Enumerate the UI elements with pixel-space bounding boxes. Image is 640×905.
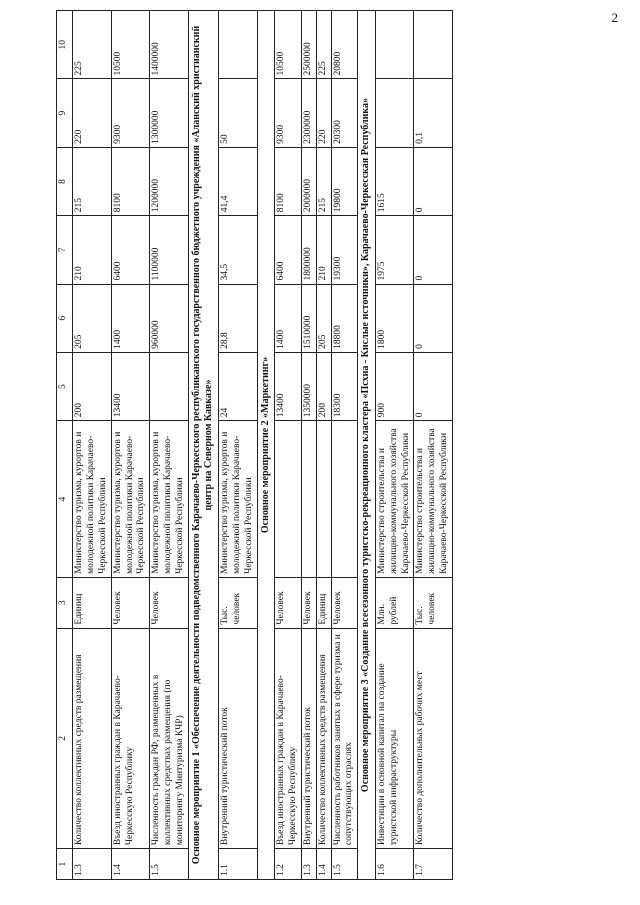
cell-unit: Человек <box>150 577 189 628</box>
section-row <box>188 11 218 880</box>
section-row <box>257 11 275 880</box>
cell-exec <box>316 421 331 578</box>
cell-exec <box>275 421 302 578</box>
cell-v6: 1400 <box>111 284 150 352</box>
table-row <box>218 11 257 880</box>
cell-v10: 10500 <box>111 11 150 79</box>
cell-v6: 205 <box>316 284 331 352</box>
cell-unit: Тыс. человек <box>414 577 453 628</box>
cell-name: Количество дополнительных рабочих мест <box>414 628 453 849</box>
cell-v7: 0 <box>414 216 453 284</box>
cell-v8: 1200000 <box>150 147 189 215</box>
header-row <box>57 11 73 880</box>
cell-v9: 9300 <box>275 79 302 147</box>
cell-v10: 20800 <box>331 11 358 79</box>
cell-v5: 200 <box>316 352 331 420</box>
cell-v8: 1615 <box>375 147 414 215</box>
table-row <box>375 11 414 880</box>
cell-name: Внутренний туристический поток <box>218 628 257 849</box>
table-row <box>331 11 358 880</box>
cell-no: 1.3 <box>73 849 112 880</box>
table-row <box>150 11 189 880</box>
cell-v6: 0 <box>414 284 453 352</box>
table-row <box>316 11 331 880</box>
cell-v6: 1400 <box>275 284 302 352</box>
cell-exec <box>301 421 316 578</box>
cell-v6: 960000 <box>150 284 189 352</box>
cell-exec: Министерство туризма, курортов и молодежной политики Карачаево-Черкесской Республики <box>111 421 150 578</box>
cell-no: 1.4 <box>111 849 150 880</box>
cell-v8: 8100 <box>275 147 302 215</box>
cell-v10: 2500000 <box>301 11 316 79</box>
header-cell: 9 <box>57 79 73 147</box>
cell-exec <box>331 421 358 578</box>
cell-v9: 220 <box>73 79 112 147</box>
cell-v6: 205 <box>73 284 112 352</box>
cell-unit: Единиц <box>316 577 331 628</box>
cell-unit: Тыс. человек <box>218 577 257 628</box>
page-number: 2 <box>611 10 618 25</box>
cell-v10: 10500 <box>275 11 302 79</box>
cell-v10 <box>375 11 414 79</box>
header-cell: 6 <box>57 284 73 352</box>
cell-v7: 6400 <box>111 216 150 284</box>
header-cell: 5 <box>57 352 73 420</box>
section-row <box>358 11 376 880</box>
cell-v5: 13400 <box>111 352 150 420</box>
cell-v8: 0 <box>414 147 453 215</box>
table-row <box>111 11 150 880</box>
cell-v10 <box>414 11 453 79</box>
cell-v7: 1100000 <box>150 216 189 284</box>
cell-name: Внутренний туристический поток <box>301 628 316 849</box>
cell-v8: 19800 <box>331 147 358 215</box>
table-row <box>275 11 302 880</box>
cell-v8: 215 <box>73 147 112 215</box>
table-row <box>73 11 112 880</box>
cell-exec: Министерство строительства и жилищно-коммунального хозяйства Карачаево-Черкесской Республики <box>414 421 453 578</box>
header-cell: 1 <box>57 849 73 880</box>
cell-name: Въезд иностранных граждан в Карачаево-Черкесскую Республику <box>111 628 150 849</box>
cell-unit: Единиц <box>73 577 112 628</box>
cell-v6: 18800 <box>331 284 358 352</box>
cell-v9: 220 <box>316 79 331 147</box>
cell-unit: Млн. рублей <box>375 577 414 628</box>
cell-v9: 0,1 <box>414 79 453 147</box>
cell-v7: 210 <box>316 216 331 284</box>
cell-v7: 34,5 <box>218 216 257 284</box>
cell-no: 1.5 <box>331 849 358 880</box>
cell-v5: 0 <box>414 352 453 420</box>
cell-name: Численность граждан РФ, размещенных в коллективных средствах размещения (по мониторингу Минтуризма КЧР) <box>150 628 189 849</box>
cell-v8: 2000000 <box>301 147 316 215</box>
cell-unit: Человек <box>111 577 150 628</box>
cell-exec: Министерство туризма, курортов и молодежной политики Карачаево-Черкесской Республики <box>150 421 189 578</box>
cell-v7: 1800000 <box>301 216 316 284</box>
cell-exec: Министерство туризма, курортов и молодежной политики Карачаево-Черкесской Республики <box>73 421 112 578</box>
cell-v5: 24 <box>218 352 257 420</box>
cell-no: 1.5 <box>150 849 189 880</box>
cell-v6: 1510000 <box>301 284 316 352</box>
cell-no: 1.6 <box>375 849 414 880</box>
table-row <box>301 11 316 880</box>
section-title: Основное мероприятие 2 «Маркетинг» <box>257 11 275 880</box>
cell-name: Численность работников занятых в сфере туризма и сопутствующих отраслях <box>331 628 358 849</box>
header-cell: 7 <box>57 216 73 284</box>
cell-v9 <box>375 79 414 147</box>
cell-v9: 9300 <box>111 79 150 147</box>
cell-v7: 210 <box>73 216 112 284</box>
cell-v9: 50 <box>218 79 257 147</box>
section-title: Основное мероприятие 1 «Обеспечение деятельности подведомственного Карачаево-Черкесского республиканского государственного бюджетного учреждения «Аланский христианский центр на Северном Кавказе» <box>188 11 218 880</box>
cell-v5: 13400 <box>275 352 302 420</box>
cell-v5: 200 <box>73 352 112 420</box>
cell-name: Въезд иностранных граждан в Карачаево-Черкесскую Республику <box>275 628 302 849</box>
cell-v7: 1975 <box>375 216 414 284</box>
cell-v5: 18300 <box>331 352 358 420</box>
cell-unit: Человек <box>275 577 302 628</box>
cell-v9: 20300 <box>331 79 358 147</box>
cell-no: 1.3 <box>301 849 316 880</box>
cell-v5 <box>150 352 189 420</box>
cell-no: 1.7 <box>414 849 453 880</box>
cell-v7: 6400 <box>275 216 302 284</box>
cell-name: Количество коллективных средств размещения <box>316 628 331 849</box>
cell-name: Инвестиции в основной капитал на создание туристской инфраструктуры <box>375 628 414 849</box>
cell-no: 1.2 <box>275 849 302 880</box>
cell-v8: 41,4 <box>218 147 257 215</box>
section-title: Основное мероприятие 3 «Создание всесезонного туристско-рекреационного кластера «Псхиа - Кислые источники», Карачаево-Черкесская Республика» <box>358 11 376 880</box>
indicators-table <box>56 10 453 880</box>
cell-no: 1.1 <box>218 849 257 880</box>
cell-v8: 215 <box>316 147 331 215</box>
rotated-table-container <box>56 10 631 880</box>
cell-unit: Человек <box>331 577 358 628</box>
header-cell: 10 <box>57 11 73 79</box>
cell-v10: 225 <box>316 11 331 79</box>
cell-v5: 1350000 <box>301 352 316 420</box>
cell-name: Количество коллективных средств размещения <box>73 628 112 849</box>
cell-unit: Человек <box>301 577 316 628</box>
header-cell: 2 <box>57 628 73 849</box>
cell-v10: 225 <box>73 11 112 79</box>
cell-v6: 28,8 <box>218 284 257 352</box>
cell-v9: 2300000 <box>301 79 316 147</box>
cell-v9: 1300000 <box>150 79 189 147</box>
cell-exec: Министерство строительства и жилищно-коммунального хозяйства Карачаево-Черкесской Республики <box>375 421 414 578</box>
cell-v5: 900 <box>375 352 414 420</box>
header-cell: 8 <box>57 147 73 215</box>
cell-v10: 1400000 <box>150 11 189 79</box>
cell-no: 1.4 <box>316 849 331 880</box>
header-cell: 4 <box>57 421 73 578</box>
cell-v6: 1800 <box>375 284 414 352</box>
cell-v7: 19300 <box>331 216 358 284</box>
cell-v8: 8100 <box>111 147 150 215</box>
cell-v10 <box>218 11 257 79</box>
cell-exec: Министерство туризма, курортов и молодежной политики Карачаево-Черкесской Республики <box>218 421 257 578</box>
header-cell: 3 <box>57 577 73 628</box>
table-row <box>414 11 453 880</box>
